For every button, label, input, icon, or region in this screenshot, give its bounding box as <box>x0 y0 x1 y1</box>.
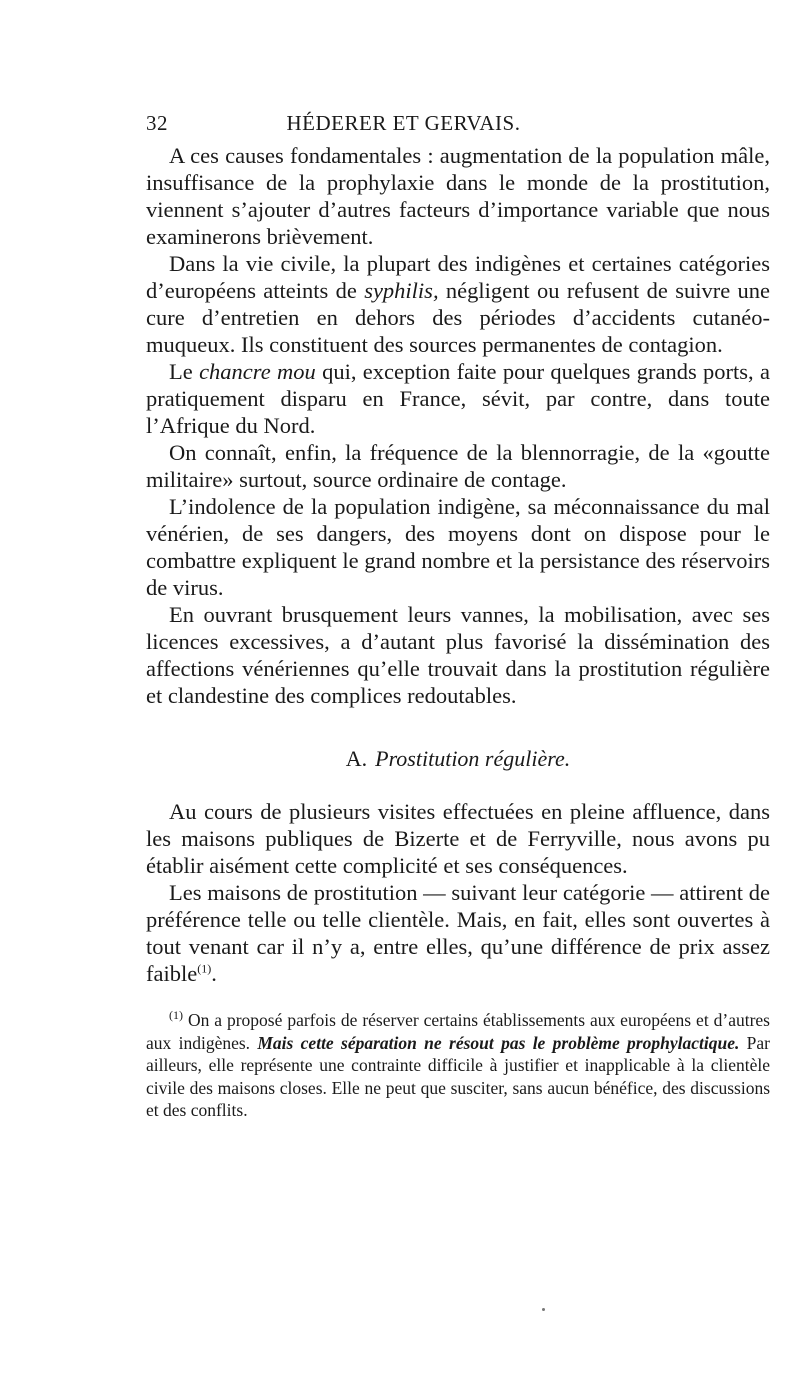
main-text <box>146 142 770 1122</box>
paragraph: En ouvrant brusquement leurs vannes, la mobilisation, avec ses licences excessives, a d’autant plus favorisé la dissémination des affections vénériennes qu’elle trouvait dans la prostitution régulière et clandestine des complices redoutables. <box>146 602 770 708</box>
running-title: HÉDERER ET GERVAIS. <box>286 111 521 135</box>
footnote-area <box>146 1009 770 1122</box>
italic-term: chancre mou <box>199 359 316 384</box>
paragraph: Au cours de plusieurs visites effectuées en pleine affluence, dans les maisons publiques de Bizerte et de Ferryville, nous avons pu établir aisément cette complicité et ses conséquences. <box>146 799 770 878</box>
section-title: Prostitution régulière. <box>375 746 571 771</box>
paragraph: On connaît, enfin, la fréquence de la blennorragie, de la «goutte militaire» surtout, source ordinaire de contage. <box>146 440 770 492</box>
paragraph: Le chancre mou qui, exception faite pour quelques grands ports, a pratiquement disparu en France, sévit, par contre, dans toute l’Afrique du Nord. <box>146 359 770 438</box>
paragraph: Dans la vie civile, la plupart des indigènes et certaines catégories d’européens atteints de syphilis, négligent ou refusent de suivre une cure d’entretien en dehors des périodes d’accidents cutanéo-muqueux. Ils constituent des sources permanentes de contagion. <box>146 251 771 357</box>
section-letter: A. <box>345 746 368 771</box>
paragraph: L’indolence de la population indigène, sa méconnaissance du mal vénérien, de ses dangers, des moyens dont on dispose pour le combattre expliquent le grand nombre et la persistance des réservoirs de virus. <box>146 494 770 600</box>
footnote-emphasis: Mais cette séparation ne résout pas le problème prophylactique. <box>257 1032 740 1053</box>
paragraph: A ces causes fondamentales : augmentation de la population mâle, insuffisance de la prophylaxie dans le monde de la prostitution, viennent s’ajouter d’autres facteurs d’importance variable que nous examinerons brièvement. <box>146 143 770 249</box>
paragraph: Les maisons de prostitution — suivant leur catégorie — attirent de préférence telle ou telle clientèle. Mais, en fait, elles sont ouvertes à tout venant car il n’y a, entre elles, qu’une différence de prix assez faible$^{(1)}$. <box>146 880 770 986</box>
footnote-mark: (1) <box>169 1008 183 1023</box>
paper-speck <box>542 1308 545 1311</box>
section-heading <box>146 745 770 772</box>
running-header <box>146 111 661 135</box>
page-number: 32 <box>146 111 168 135</box>
footnote: $^{(1)}$ On a proposé parfois de réserver certains établissements aux européens et d’autres aux indigènes. Mais cette séparation ne résout pas le problème prophylactique. Par ailleurs, elle représente une contrainte difficile à justifier et inapplicable à la clientèle civile des maisons closes. Elle ne peut que susciter, sans aucun bénéfice, des discussions et des conflits. <box>146 1008 770 1120</box>
italic-term: syphilis, <box>364 278 439 303</box>
footnote-reference: (1) <box>197 961 212 976</box>
